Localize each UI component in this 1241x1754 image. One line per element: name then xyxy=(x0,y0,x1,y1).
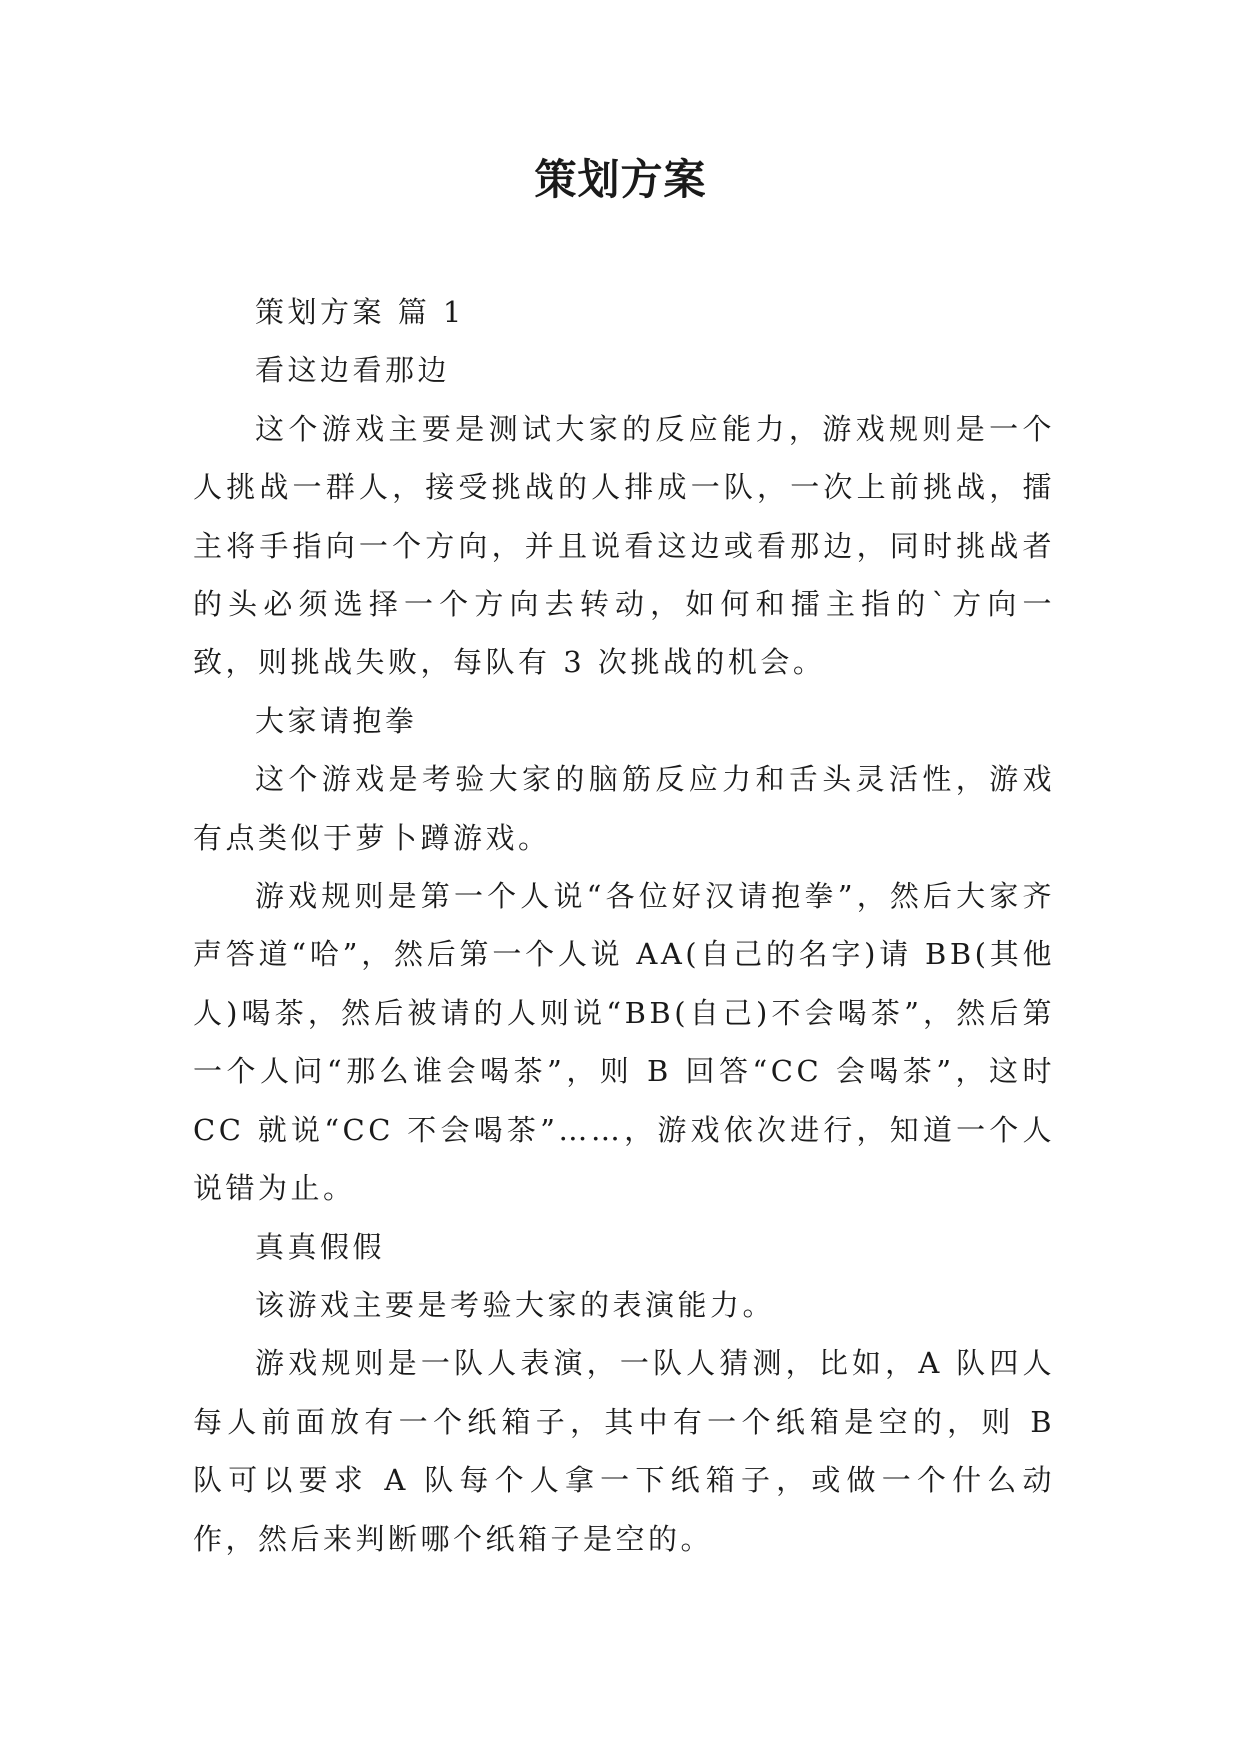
body-paragraph: 这个游戏是考验大家的脑筋反应力和舌头灵活性，游戏有点类似于萝卜蹲游戏。 xyxy=(193,762,1055,855)
subsection-heading: 大家请抱拳 xyxy=(255,703,418,738)
body-paragraph: 该游戏主要是考验大家的表演能力。 xyxy=(255,1287,776,1322)
body-paragraph: 游戏规则是一队人表演，一队人猜测，比如，A 队四人每人前面放有一个纸箱子，其中有一个纸箱是空的，则 B 队可以要求 A 队每个人拿一下纸箱子，或做一个什么动作，然后来判断哪个纸箱子是空的。 xyxy=(193,1346,1055,1556)
subsection-heading: 真真假假 xyxy=(255,1229,386,1264)
document-title: 策划方案 xyxy=(534,155,707,204)
body-paragraph: 这个游戏主要是测试大家的反应能力，游戏规则是一个人挑战一群人，接受挑战的人排成一队，一次上前挑战，擂主将手指向一个方向，并且说看这边或看那边，同时挑战者的头必须选择一个方向去转动，如何和擂主指的`方向一致，则挑战失败，每队有 3 次挑战的机会。 xyxy=(193,411,1055,680)
section-heading: 策划方案 篇 1 xyxy=(255,295,465,329)
document-body xyxy=(193,283,1055,1568)
body-paragraph: 游戏规则是第一个人说“各位好汉请抱拳”，然后大家齐声答道“哈”，然后第一个人说 AA(自己的名字)请 BB(其他人)喝茶，然后被请的人则说“BB(自己)不会喝茶”，然后第一个人问“那么谁会喝茶”，则 B 回答“CC 会喝茶”，这时 CC 就说“CC 不会喝茶”……，游戏依次进行，知道一个人说错为止。 xyxy=(193,879,1055,1206)
subsection-heading: 看这边看那边 xyxy=(255,353,451,388)
